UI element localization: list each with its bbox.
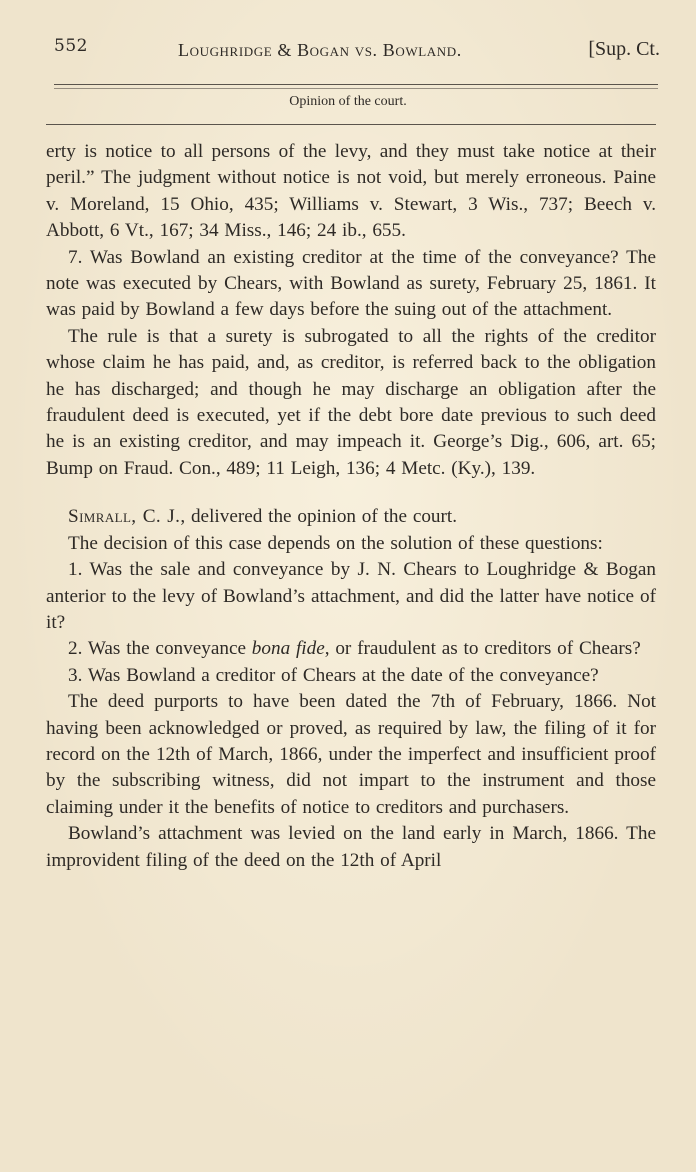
- paragraph-continuation: erty is notice to all persons of the levy, and they must take notice at their peril.” The judgment without notice is not void, but merely erroneous. Paine v. Moreland, 15 Ohio, 435; Williams v. Stewart, 3 Wis., 737; Beech v. Abbott, 6 Vt., 167; 34 Miss., 146; 24 ib., 655.: [46, 141, 656, 242]
- question-two-italic: bona fide: [251, 638, 325, 660]
- paragraph-attachment-levy: Bowland’s attachment was levied on the land early in March, 1866. The improvident filing of the deed on the 12th of April: [46, 823, 656, 871]
- subheader-rule: [46, 124, 656, 125]
- paragraph-point-seven: 7. Was Bowland an existing creditor at the time of the conveyance? The note was executed by Chears, with Bowland as surety, February 25, 1861. It was paid by Bowland a few days before the suing out of the attachment.: [46, 246, 656, 321]
- running-header: [54, 34, 664, 68]
- court-label: [Sup. Ct.: [588, 38, 660, 60]
- header-rule-top: [54, 84, 658, 85]
- question-two-text-a: 2. Was the conveyance: [68, 638, 252, 660]
- paragraph-deed-date: The deed purports to have been dated the 7th of February, 1866. Not having been acknowledged or proved, as required by law, the filing of it for record on the 12th of March, 1866, under the imperfect and insufficient proof by the subscribing witness, did not impart to the instrument and those claiming under it the benefits of notice to creditors and purchasers.: [46, 691, 656, 818]
- paragraph-question-three: 3. Was Bowland a creditor of Chears at the date of the conveyance?: [68, 664, 599, 686]
- section-subheader: Opinion of the court.: [289, 94, 407, 109]
- body-text: [46, 139, 656, 874]
- question-two-text-b: , or fraudulent as to creditors of Chears?: [324, 638, 641, 660]
- paragraph-question-one: 1. Was the sale and conveyance by J. N. Chears to Loughridge & Bogan anterior to the levy of Bowland’s attachment, and did the latter have notice of it?: [46, 559, 656, 633]
- running-title: Loughridge & Bogan vs. Bowland.: [178, 40, 462, 60]
- page-number: 552: [54, 36, 88, 56]
- paragraph-questions-intro: The decision of this case depends on the solution of these questions:: [68, 532, 603, 554]
- opinion-intro-text: , delivered the opinion of the court.: [180, 506, 458, 528]
- header-rule-mid: [54, 88, 658, 89]
- judge-name: Simrall, C. J.: [68, 506, 181, 528]
- paragraph-surety-rule: The rule is that a surety is subrogated to all the rights of the creditor whose claim he has paid, and, as creditor, is referred back to the obligation he has discharged; and though he may discharge an obligation after the fraudulent deed is executed, yet if the debt bore date previous to such deed he is an existing creditor, and may impeach it. George’s Dig., 606, art. 65; Bump on Fraud. Con., 489; 11 Leigh, 136; 4 Metc. (Ky.), 139.: [46, 325, 656, 479]
- paragraph-question-two: [46, 636, 656, 662]
- paragraph-opinion-intro: [46, 504, 656, 530]
